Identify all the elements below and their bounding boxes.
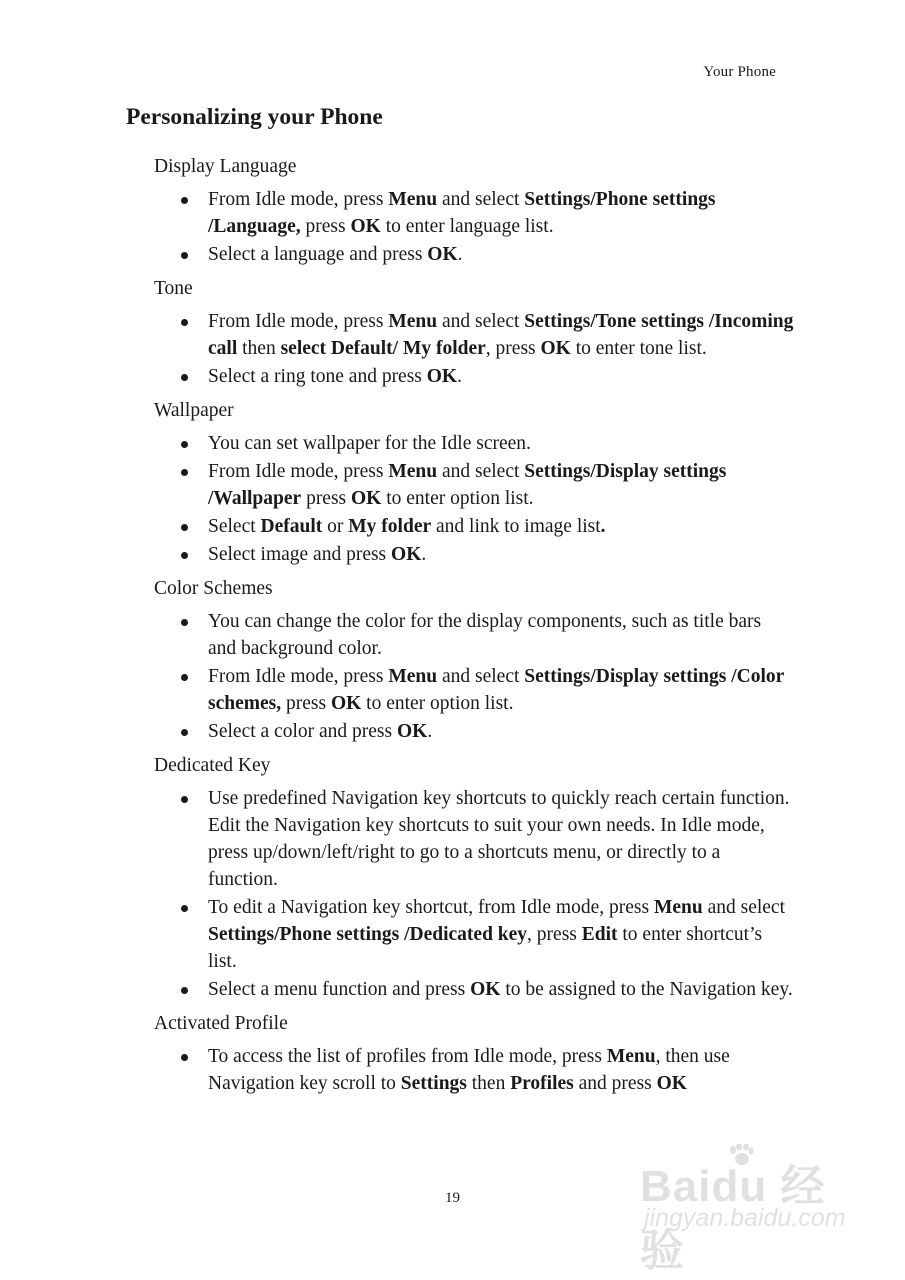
section-heading: Tone (154, 278, 193, 299)
bullet-item (154, 458, 794, 512)
bold-text: OK (330, 693, 362, 714)
bold-text: Menu (388, 461, 438, 482)
text-run: and link to image list (431, 516, 601, 537)
text-run: , press (527, 924, 582, 945)
bold-text: OK (540, 338, 571, 359)
bold-text: . (600, 516, 606, 537)
bold-text: Settings/Phone settings /Language, (208, 189, 716, 237)
text-run: press (300, 216, 351, 237)
section-heading: Color Schemes (154, 578, 273, 599)
text-run: . (457, 244, 463, 265)
text-run: Select a menu function and press (208, 979, 471, 1000)
bold-text: Settings/Phone settings /Dedicated key (208, 924, 528, 945)
bold-text: OK (396, 721, 428, 742)
text-run: to enter shortcut’s list. (208, 924, 763, 972)
bullet-item (154, 513, 794, 540)
text-run: and select (437, 461, 525, 482)
bullet-list (154, 785, 794, 1003)
text-run: . (427, 721, 433, 742)
bullet-dot-icon (181, 619, 188, 626)
text-run: then (237, 338, 281, 359)
bold-text: OK (470, 979, 501, 1000)
text-run: Select a language and press (208, 244, 428, 265)
text-run: . (457, 366, 462, 387)
text-run: Select (208, 516, 261, 537)
bold-text: Menu (388, 189, 438, 210)
text-run: From Idle mode, press (208, 311, 389, 332)
text-run: Select a color and press (208, 721, 397, 742)
bullet-dot-icon (181, 729, 188, 736)
bullet-item (154, 608, 794, 662)
bold-text: OK (351, 488, 382, 509)
text-run: and press (573, 1073, 657, 1094)
bold-text: My folder (348, 516, 432, 537)
text-run: You can set wallpaper for the Idle screen. (208, 433, 531, 454)
bold-text: OK (427, 244, 458, 265)
text-run: or (322, 516, 349, 537)
watermark-logo-text: Baidu 经验 (640, 1162, 826, 1275)
bold-text: OK (391, 544, 422, 565)
text-run: . (421, 544, 427, 565)
bullet-item (154, 241, 794, 268)
text-run: Select a ring tone and press (208, 366, 427, 387)
text-run: To edit a Navigation key shortcut, from Idle mode, press (208, 897, 654, 918)
bullet-item (154, 894, 794, 975)
baidu-watermark (640, 1150, 850, 1275)
text-run: From Idle mode, press (208, 461, 389, 482)
bold-text: select Default/ My folder (280, 338, 486, 359)
text-run: and select (437, 311, 525, 332)
bullet-dot-icon (181, 441, 188, 448)
bullet-dot-icon (181, 252, 188, 259)
text-run: and select (702, 897, 785, 918)
text-run: and select (437, 666, 525, 687)
text-run: To access the list of profiles from Idle mode, press (208, 1046, 607, 1067)
bullet-list (154, 308, 794, 390)
bold-text: OK (426, 366, 458, 387)
bold-text: Menu (653, 897, 703, 918)
bullet-list (154, 186, 794, 268)
bullet-dot-icon (181, 552, 188, 559)
bullet-item (154, 186, 794, 240)
bullet-dot-icon (181, 374, 188, 381)
bold-text: OK (350, 216, 381, 237)
text-run: to enter tone list. (570, 338, 707, 359)
bullet-dot-icon (181, 524, 188, 531)
text-run: press (281, 693, 331, 714)
section-heading: Wallpaper (154, 400, 234, 421)
bold-text: Profiles (510, 1073, 574, 1094)
bullet-item (154, 1043, 794, 1097)
bullet-dot-icon (181, 197, 188, 204)
text-run: You can change the color for the display components, such as title bars and background color. (208, 611, 762, 659)
text-run: , then use Navigation key scroll to (208, 1046, 730, 1094)
bullet-item (154, 718, 794, 745)
bold-text: Settings/Tone settings /Incoming call (208, 311, 794, 359)
page-number: 19 (445, 1190, 460, 1206)
bullet-dot-icon (181, 796, 188, 803)
text-run: then (466, 1073, 511, 1094)
bullet-dot-icon (181, 319, 188, 326)
bold-text: Menu (388, 666, 438, 687)
text-run: , press (485, 338, 541, 359)
bullet-item (154, 785, 794, 893)
watermark-url: jingyan.baidu.com (644, 1204, 846, 1232)
text-run: to enter language list. (380, 216, 554, 237)
bullet-list (154, 430, 794, 568)
bullet-dot-icon (181, 1054, 188, 1061)
bullet-list (154, 1043, 794, 1097)
section-heading: Activated Profile (154, 1013, 288, 1034)
bold-text: Settings/Display settings /Wallpaper (208, 461, 727, 509)
bullet-item (154, 663, 794, 717)
bullet-item (154, 976, 794, 1003)
section-heading: Display Language (154, 156, 297, 177)
bold-text: Edit (581, 924, 618, 945)
text-run: and select (437, 189, 525, 210)
text-run: to be assigned to the Navigation key. (500, 979, 793, 1000)
text-run: Use predefined Navigation key shortcuts to quickly reach certain function. Edit the Navigation key shortcuts to suit your own needs. In Idle mode, press up/down/left/right to go to a shortcuts menu, or directly to a function. (208, 788, 790, 890)
text-run: press (301, 488, 352, 509)
bold-text: Settings (400, 1073, 467, 1094)
bullet-dot-icon (181, 905, 188, 912)
bold-text: Menu (388, 311, 438, 332)
page-title: Personalizing your Phone (126, 104, 383, 130)
text-run: to enter option list. (381, 488, 534, 509)
bold-text: OK (656, 1073, 687, 1094)
running-header: Your Phone (703, 64, 776, 80)
bold-text: Settings/Display settings /Color schemes, (208, 666, 784, 714)
bullet-dot-icon (181, 987, 188, 994)
bullet-item (154, 363, 794, 390)
section-heading: Dedicated Key (154, 755, 271, 776)
paw-icon (728, 1144, 754, 1166)
bullet-dot-icon (181, 674, 188, 681)
bullet-dot-icon (181, 469, 188, 476)
bold-text: Menu (606, 1046, 656, 1067)
bullet-item (154, 308, 794, 362)
bullet-list (154, 608, 794, 745)
text-run: From Idle mode, press (208, 189, 389, 210)
text-run: Select image and press (208, 544, 392, 565)
bold-text: Default (260, 516, 323, 537)
text-run: From Idle mode, press (208, 666, 389, 687)
document-body (154, 153, 794, 1104)
bullet-item (154, 541, 794, 568)
text-run: to enter option list. (361, 693, 514, 714)
bullet-item (154, 430, 794, 457)
